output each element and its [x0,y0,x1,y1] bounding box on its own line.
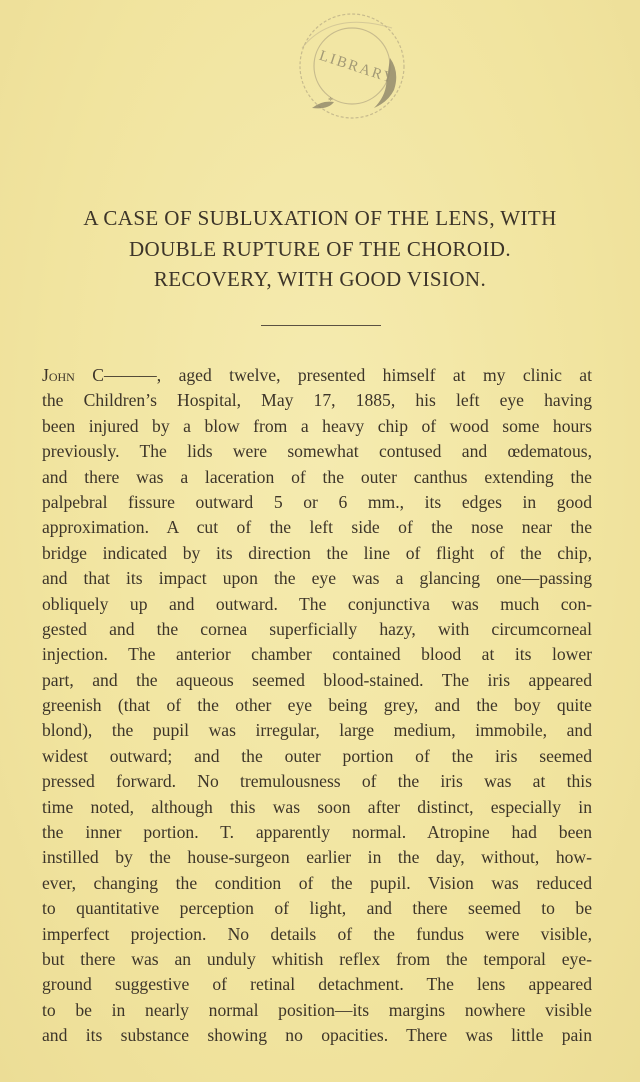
body-line: imperfect projection. No details of the fundus were visible, [42,923,592,944]
article-body [42,363,592,1049]
body-line: greenish (that of the other eye being grey, and the boy quite [42,695,592,716]
library-stamp-icon [272,8,422,133]
body-line: to quantitative perception of light, and there seemed to be [42,898,592,919]
body-line: ground suggestive of retinal detachment. The lens appeared [42,974,592,995]
body-line: ever, changing the condition of the pupil. Vision was reduced [42,872,592,893]
body-line: widest outward; and the outer portion of the iris seemed [42,745,592,766]
body-line: approximation. A cut of the left side of the nose near the [42,517,592,538]
body-line: and there was a laceration of the outer canthus extending the [42,466,592,487]
body-line: the inner portion. T. apparently normal. Atropine had been [42,822,592,843]
title-line-1: A CASE OF SUBLUXATION OF THE LENS, WITH [83,206,557,230]
body-line: and that its impact upon the eye was a glancing one—passing [42,568,592,589]
article-title [0,203,640,295]
body-line: bridge indicated by its direction the line of flight of the chip, [42,542,592,563]
body-line: instilled by the house-surgeon earlier in the day, without, how- [42,847,592,868]
body-line: injection. The anterior chamber contained blood at its lower [42,644,592,665]
body-line: John C———, aged twelve, presented himself at my clinic at [42,365,592,385]
body-line: gested and the cornea superficially hazy, with circumcorneal [42,618,592,639]
body-line: the Children’s Hospital, May 17, 1885, his left eye having [42,390,592,411]
body-line: pressed forward. No tremulousness of the iris was at this [42,771,592,792]
body-line: but there was an unduly whitish reflex from the temporal eye- [42,948,592,969]
body-line: palpebral fissure outward 5 or 6 mm., its edges in good [42,491,592,512]
body-line: time noted, although this was soon after distinct, especially in [42,796,592,817]
title-divider [261,325,381,326]
lead-name: John [42,365,75,385]
svg-text:*: * [328,96,333,107]
body-line: been injured by a blow from a heavy chip of wood some hours [42,415,592,436]
body-line: obliquely up and outward. The conjunctiva was much con- [42,593,592,614]
stamp-library-text: LIBRARY [317,47,398,88]
body-line: and its substance showing no opacities. There was little pain [42,1025,592,1046]
body-line: to be in nearly normal position—its margins nowhere visible [42,999,592,1020]
body-line: blond), the pupil was irregular, large medium, immobile, and [42,720,592,741]
title-line-2: DOUBLE RUPTURE OF THE CHOROID. [128,236,512,261]
title-line-3: RECOVERY, WITH GOOD VISION. [153,267,487,291]
body-line: part, and the aqueous seemed blood-stained. The iris appeared [42,669,592,690]
body-line: previously. The lids were somewhat contused and œdematous, [42,441,592,462]
